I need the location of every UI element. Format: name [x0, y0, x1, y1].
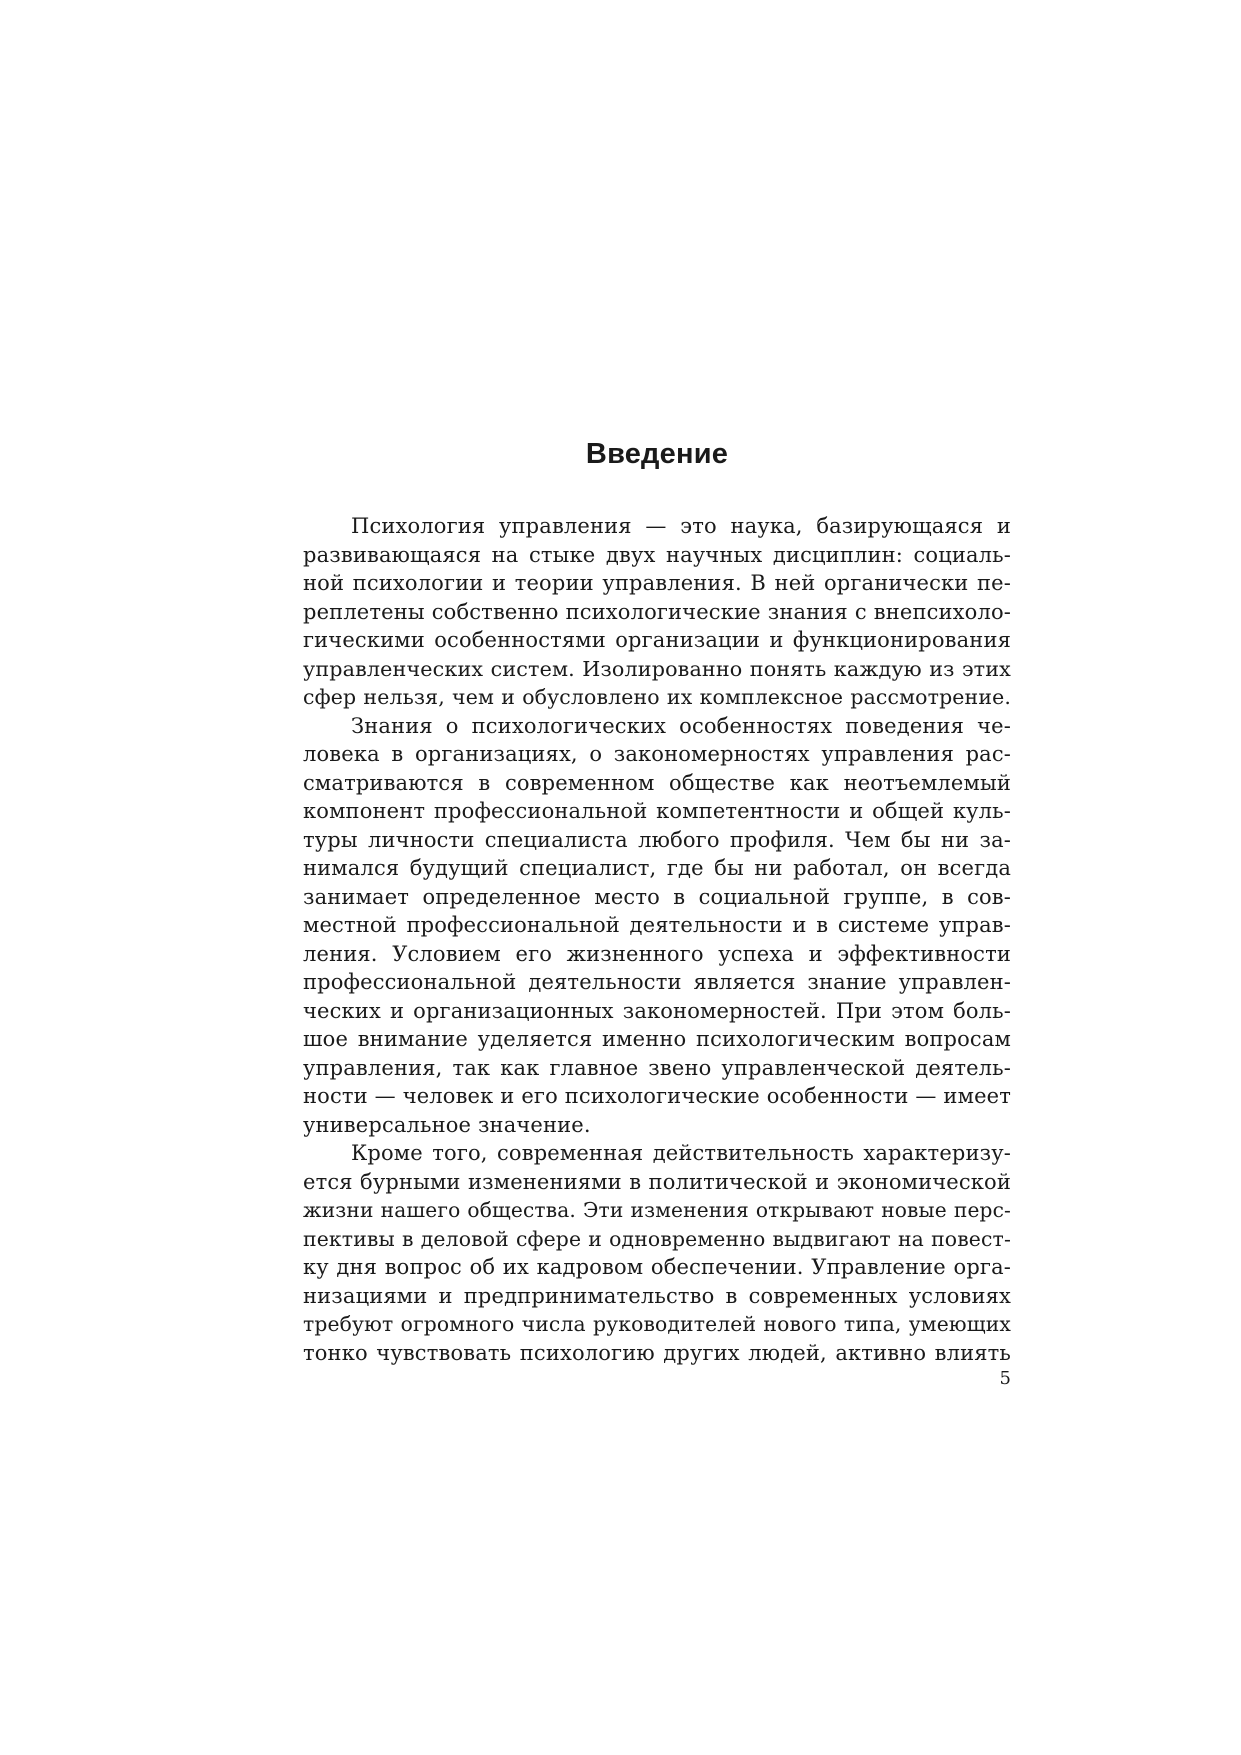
text-line: ности — человек и его психологические особенности — имеет [303, 1084, 1011, 1108]
text-line: управления, так как главное звено управленческой деятель- [303, 1055, 1011, 1080]
text-line: пективы в деловой сфере и одновременно выдвигают на повест- [303, 1226, 1011, 1251]
text-line: ловека в организациях, о закономерностях управления рас- [303, 742, 1011, 766]
text-line: ку дня вопрос об их кадровом обеспечении. Управление орга- [303, 1255, 1011, 1279]
text-line: шое внимание уделяется именно психологическим вопросам [303, 1027, 1011, 1051]
text-line: ется бурными изменениями в политической и экономической [303, 1169, 1011, 1194]
page-number: 5 [999, 1368, 1011, 1389]
text-line: компонент профессиональной компетентности и общей куль- [303, 799, 1011, 823]
text-line: управленческих систем. Изолированно понять каждую из этих [303, 656, 1011, 681]
text-line: профессиональной деятельности является знание управлен- [303, 970, 1011, 994]
text-line: занимает определенное место в социальной группе, в сов- [303, 884, 1011, 909]
text-line: ческих и организационных закономерностей. При этом боль- [303, 998, 1011, 1023]
text-line: жизни нашего общества. Эти изменения открывают новые перс- [303, 1198, 1011, 1222]
chapter-heading: Введение [585, 438, 729, 470]
text-line: Знания о психологических особенностях поведения че- [351, 713, 1011, 738]
text-line: Психология управления — это наука, базирующаяся и [351, 514, 1011, 538]
text-line: местной профессиональной деятельности и в системе управ- [303, 913, 1011, 937]
text-line: туры личности специалиста любого профиля. Чем бы ни за- [303, 827, 1011, 852]
text-line: гическими особенностями организации и функционирования [303, 628, 1011, 652]
text-line: нимался будущий специалист, где бы ни работал, он всегда [303, 856, 1011, 880]
text-line: сматриваются в современном обществе как неотъемлемый [303, 770, 1011, 795]
text-line: сфер нельзя, чем и обусловлено их комплексное рассмотрение. [303, 685, 1011, 709]
text-line: универсальное значение. [303, 1112, 591, 1137]
text-line: реплетены собственно психологические знания с внепсихоло- [303, 599, 1011, 624]
text-line: развивающаяся на стыке двух научных дисциплин: социаль- [303, 542, 1011, 567]
body-text [303, 512, 1011, 1367]
text-line: низациями и предпринимательство в современных условиях [303, 1283, 1011, 1308]
text-line: тонко чувствовать психологию других людей, активно влиять [303, 1340, 1011, 1365]
text-line: Кроме того, современная действительность характеризу- [351, 1141, 1011, 1165]
text-line: требуют огромного числа руководителей нового типа, умеющих [303, 1312, 1011, 1336]
text-line: ной психологии и теории управления. В ней органически пе- [303, 571, 1011, 595]
text-line: ления. Условием его жизненного успеха и эффективности [303, 941, 1011, 966]
